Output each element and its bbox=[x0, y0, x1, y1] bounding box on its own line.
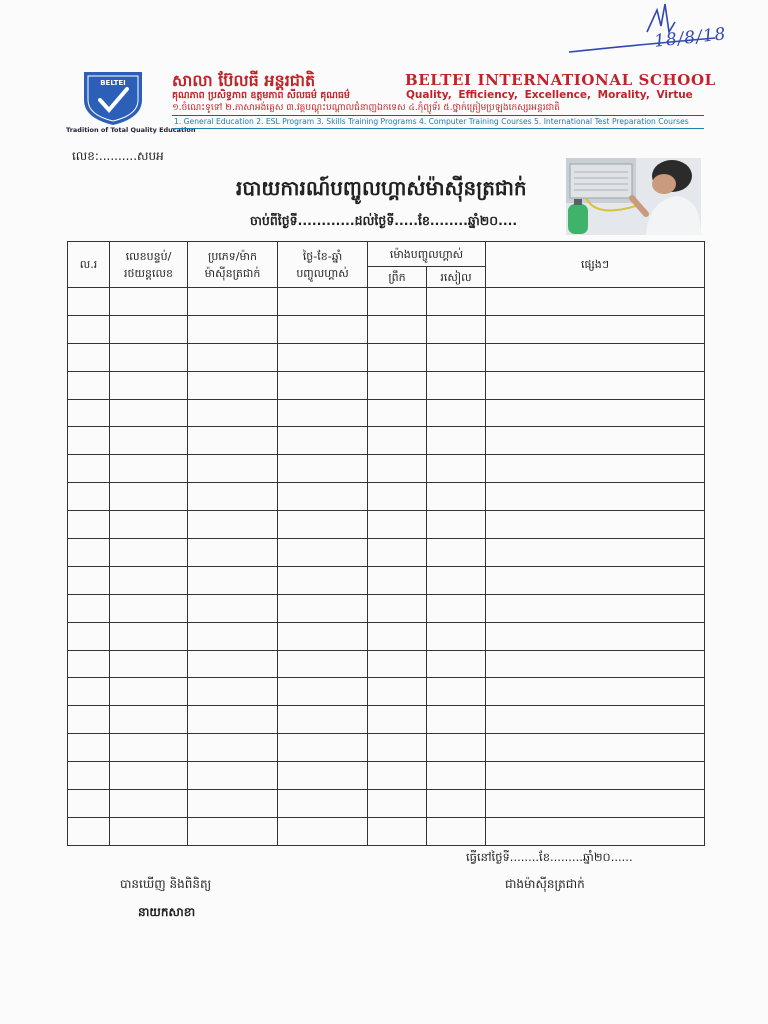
table-cell[interactable] bbox=[110, 455, 188, 483]
table-cell[interactable] bbox=[68, 706, 110, 734]
table-cell[interactable] bbox=[68, 734, 110, 762]
table-cell[interactable] bbox=[188, 483, 278, 511]
table-cell[interactable] bbox=[486, 566, 705, 594]
table-cell[interactable] bbox=[188, 678, 278, 706]
logo-caption: Tradition of Total Quality Education bbox=[66, 126, 196, 134]
table-cell[interactable] bbox=[368, 734, 427, 762]
table-cell[interactable] bbox=[427, 790, 486, 818]
table-cell[interactable] bbox=[278, 511, 368, 539]
technician-photo bbox=[566, 158, 701, 235]
table-cell[interactable] bbox=[427, 399, 486, 427]
table-cell[interactable] bbox=[368, 371, 427, 399]
header-other: ផ្សេងៗ bbox=[486, 242, 705, 288]
table-cell[interactable] bbox=[486, 539, 705, 567]
header-type-line1: ប្រភេទ/ម៉ាក bbox=[208, 249, 257, 263]
table-cell[interactable] bbox=[368, 817, 427, 845]
table-cell[interactable] bbox=[110, 483, 188, 511]
table-row bbox=[68, 706, 705, 734]
table-row bbox=[68, 650, 705, 678]
programs-english: 1. General Education 2. ESL Program 3. Skills Training Programs 4. Computer Training Courses 5. International Test Preparation Courses bbox=[174, 117, 689, 126]
table-cell[interactable] bbox=[188, 622, 278, 650]
table-cell[interactable] bbox=[486, 594, 705, 622]
table-cell[interactable] bbox=[368, 566, 427, 594]
table-cell[interactable] bbox=[188, 539, 278, 567]
report-period: ចាប់ពីថ្ងៃទី............ដល់ថ្ងៃទី.....ខែ........ឆ្នាំ២០.... bbox=[250, 213, 518, 228]
table-cell[interactable] bbox=[486, 762, 705, 790]
header-date-line1: ថ្ងៃ-ខែ-ឆ្នាំ bbox=[302, 249, 343, 263]
table-row bbox=[68, 678, 705, 706]
table-cell[interactable] bbox=[188, 511, 278, 539]
values-khmer: គុណភាព ប្រសិទ្ធភាព ឧត្តមភាព សីលធម៌ គុណធម៌ bbox=[172, 90, 350, 101]
table-row bbox=[68, 483, 705, 511]
table-row bbox=[68, 790, 705, 818]
table-cell[interactable] bbox=[278, 622, 368, 650]
table-row bbox=[68, 427, 705, 455]
table-cell[interactable] bbox=[486, 343, 705, 371]
table-cell[interactable] bbox=[110, 343, 188, 371]
table-cell[interactable] bbox=[278, 817, 368, 845]
table-cell[interactable] bbox=[110, 706, 188, 734]
table-cell[interactable] bbox=[278, 650, 368, 678]
table-cell[interactable] bbox=[110, 315, 188, 343]
table-cell[interactable] bbox=[278, 288, 368, 316]
header-divider-blue bbox=[172, 128, 704, 129]
table-cell[interactable] bbox=[110, 790, 188, 818]
table-cell[interactable] bbox=[278, 790, 368, 818]
table-cell[interactable] bbox=[278, 566, 368, 594]
table-cell[interactable] bbox=[427, 455, 486, 483]
table-row bbox=[68, 511, 705, 539]
table-cell[interactable] bbox=[110, 594, 188, 622]
school-logo bbox=[80, 70, 146, 126]
table-row bbox=[68, 622, 705, 650]
table-cell[interactable] bbox=[486, 511, 705, 539]
table-cell[interactable] bbox=[68, 650, 110, 678]
table-cell[interactable] bbox=[278, 455, 368, 483]
table-cell[interactable] bbox=[68, 790, 110, 818]
school-name-english: BELTEI INTERNATIONAL SCHOOL bbox=[405, 71, 716, 89]
table-cell[interactable] bbox=[68, 511, 110, 539]
table-cell[interactable] bbox=[427, 315, 486, 343]
table-row bbox=[68, 399, 705, 427]
header-type-brand bbox=[188, 242, 278, 288]
table-cell[interactable] bbox=[68, 343, 110, 371]
handwritten-date: 18/8/18 bbox=[653, 24, 728, 52]
table-cell[interactable] bbox=[368, 511, 427, 539]
table-cell[interactable] bbox=[486, 650, 705, 678]
table-cell[interactable] bbox=[486, 371, 705, 399]
table-row bbox=[68, 594, 705, 622]
table-cell[interactable] bbox=[427, 288, 486, 316]
table-cell[interactable] bbox=[486, 399, 705, 427]
table-row bbox=[68, 343, 705, 371]
header-room-line2: រថយន្តលេខ bbox=[124, 266, 173, 280]
table-cell[interactable] bbox=[427, 427, 486, 455]
values-english: Quality, Efficiency, Excellence, Morality, Virtue bbox=[406, 89, 693, 101]
table-cell[interactable] bbox=[427, 539, 486, 567]
table-cell[interactable] bbox=[368, 706, 427, 734]
document-number: លេខ:..........សបអ bbox=[72, 149, 164, 163]
table-cell[interactable] bbox=[486, 706, 705, 734]
table-cell[interactable] bbox=[368, 399, 427, 427]
table-cell[interactable] bbox=[68, 371, 110, 399]
table-cell[interactable] bbox=[486, 483, 705, 511]
table-row bbox=[68, 371, 705, 399]
table-cell[interactable] bbox=[368, 594, 427, 622]
header-refill-date bbox=[278, 242, 368, 288]
table-cell[interactable] bbox=[427, 622, 486, 650]
table-cell[interactable] bbox=[110, 762, 188, 790]
table-cell[interactable] bbox=[278, 706, 368, 734]
table-cell[interactable] bbox=[427, 594, 486, 622]
table-row bbox=[68, 288, 705, 316]
table-row bbox=[68, 455, 705, 483]
table-cell[interactable] bbox=[278, 315, 368, 343]
table-cell[interactable] bbox=[110, 371, 188, 399]
table-cell[interactable] bbox=[68, 315, 110, 343]
table-cell[interactable] bbox=[486, 288, 705, 316]
table-cell[interactable] bbox=[188, 734, 278, 762]
table-cell[interactable] bbox=[427, 511, 486, 539]
header-afternoon: រសៀល bbox=[427, 267, 486, 288]
table-row bbox=[68, 762, 705, 790]
table-cell[interactable] bbox=[110, 539, 188, 567]
table-cell[interactable] bbox=[68, 539, 110, 567]
table-cell[interactable] bbox=[278, 399, 368, 427]
table-cell[interactable] bbox=[368, 650, 427, 678]
table-cell[interactable] bbox=[368, 790, 427, 818]
table-cell[interactable] bbox=[68, 399, 110, 427]
logo-text: BELTEI bbox=[100, 79, 126, 87]
table-cell[interactable] bbox=[427, 734, 486, 762]
table-cell[interactable] bbox=[486, 427, 705, 455]
table-cell[interactable] bbox=[188, 288, 278, 316]
header-type-line2: ម៉ាស៊ីនត្រជាក់ bbox=[204, 266, 261, 280]
table-cell[interactable] bbox=[110, 566, 188, 594]
table-cell[interactable] bbox=[427, 678, 486, 706]
table-cell[interactable] bbox=[368, 427, 427, 455]
table-cell[interactable] bbox=[68, 594, 110, 622]
table-cell[interactable] bbox=[368, 539, 427, 567]
table-cell[interactable] bbox=[427, 343, 486, 371]
table-cell[interactable] bbox=[188, 594, 278, 622]
table-cell[interactable] bbox=[110, 678, 188, 706]
table-cell[interactable] bbox=[486, 678, 705, 706]
table-cell[interactable] bbox=[368, 762, 427, 790]
table-cell[interactable] bbox=[427, 371, 486, 399]
table-cell[interactable] bbox=[278, 594, 368, 622]
header-room-vehicle bbox=[110, 242, 188, 288]
table-cell[interactable] bbox=[368, 678, 427, 706]
school-name-khmer: សាលា ប៊ែលធី អន្តរជាតិ bbox=[172, 71, 316, 90]
table-cell[interactable] bbox=[188, 427, 278, 455]
table-cell[interactable] bbox=[486, 315, 705, 343]
table-cell[interactable] bbox=[68, 427, 110, 455]
table-cell[interactable] bbox=[486, 790, 705, 818]
table-cell[interactable] bbox=[110, 288, 188, 316]
table-cell[interactable] bbox=[278, 427, 368, 455]
table-cell[interactable] bbox=[486, 817, 705, 845]
table-cell[interactable] bbox=[110, 511, 188, 539]
table-cell[interactable] bbox=[188, 817, 278, 845]
table-cell[interactable] bbox=[188, 650, 278, 678]
table-cell[interactable] bbox=[368, 622, 427, 650]
header-morning: ព្រឹក bbox=[368, 267, 427, 288]
table-cell[interactable] bbox=[68, 455, 110, 483]
table-cell[interactable] bbox=[68, 762, 110, 790]
branch-director-label: នាយកសាខា bbox=[138, 905, 196, 919]
technician-signature-label: ជាងម៉ាស៊ីនត្រជាក់ bbox=[505, 877, 585, 891]
header-refill-time: ម៉ោងបញ្ចូលហ្គាស់ bbox=[368, 242, 486, 267]
table-cell[interactable] bbox=[110, 817, 188, 845]
table-cell[interactable] bbox=[110, 622, 188, 650]
table-row bbox=[68, 734, 705, 762]
table-cell[interactable] bbox=[486, 455, 705, 483]
table-cell[interactable] bbox=[278, 371, 368, 399]
table-row bbox=[68, 315, 705, 343]
table-cell[interactable] bbox=[188, 706, 278, 734]
table-cell[interactable] bbox=[68, 817, 110, 845]
table-cell[interactable] bbox=[368, 455, 427, 483]
header-no: ល.រ bbox=[68, 242, 110, 288]
table-cell[interactable] bbox=[368, 343, 427, 371]
seen-and-checked-label: បានឃើញ និងពិនិត្យ bbox=[120, 877, 212, 891]
table-cell[interactable] bbox=[278, 343, 368, 371]
header-date-line2: បញ្ចូលហ្គាស់ bbox=[296, 266, 349, 280]
header-divider-red bbox=[172, 115, 704, 116]
table-cell[interactable] bbox=[188, 399, 278, 427]
table-cell[interactable] bbox=[427, 483, 486, 511]
table-cell[interactable] bbox=[110, 399, 188, 427]
programs-khmer: ១.ចំណេះទូទៅ ២.ភាសាអង់គ្លេស ៣.វគ្គបណ្តុះបណ្តាលជំនាញឯកទេស ៤.កុំព្យូទ័រ ៥.ថ្នាក់ត្រៀមប្រឡងកេស្សរអន្តរជាតិ bbox=[172, 103, 560, 113]
table-cell[interactable] bbox=[427, 566, 486, 594]
table-cell[interactable] bbox=[427, 650, 486, 678]
table-cell[interactable] bbox=[368, 315, 427, 343]
table-cell[interactable] bbox=[188, 455, 278, 483]
table-cell[interactable] bbox=[188, 315, 278, 343]
table-row bbox=[68, 566, 705, 594]
table-cell[interactable] bbox=[110, 650, 188, 678]
table-cell[interactable] bbox=[427, 817, 486, 845]
table-cell[interactable] bbox=[68, 678, 110, 706]
table-cell[interactable] bbox=[486, 622, 705, 650]
table-cell[interactable] bbox=[368, 483, 427, 511]
table-cell[interactable] bbox=[188, 371, 278, 399]
table-cell[interactable] bbox=[68, 288, 110, 316]
table-cell[interactable] bbox=[427, 706, 486, 734]
table-cell[interactable] bbox=[278, 762, 368, 790]
table-cell[interactable] bbox=[427, 762, 486, 790]
table-cell[interactable] bbox=[188, 566, 278, 594]
table-cell[interactable] bbox=[368, 288, 427, 316]
table-cell[interactable] bbox=[68, 483, 110, 511]
table-cell[interactable] bbox=[486, 734, 705, 762]
table-row bbox=[68, 539, 705, 567]
table-cell[interactable] bbox=[110, 427, 188, 455]
gas-refill-log-table bbox=[67, 241, 705, 846]
table-cell[interactable] bbox=[68, 566, 110, 594]
table-cell[interactable] bbox=[110, 734, 188, 762]
issued-date-line: ធ្វើនៅថ្ងៃទី........ខែ.........ឆ្នាំ២០...... bbox=[466, 850, 633, 864]
table-cell[interactable] bbox=[278, 539, 368, 567]
table-cell[interactable] bbox=[188, 343, 278, 371]
table-cell[interactable] bbox=[188, 762, 278, 790]
table-cell[interactable] bbox=[278, 483, 368, 511]
table-cell[interactable] bbox=[278, 678, 368, 706]
table-row bbox=[68, 817, 705, 845]
report-title: របាយការណ៍បញ្ចូលហ្គាស់ម៉ាស៊ីនត្រជាក់ bbox=[236, 176, 527, 200]
header-room-line1: លេខបន្ទប់/ bbox=[125, 249, 172, 263]
table-cell[interactable] bbox=[278, 734, 368, 762]
table-cell[interactable] bbox=[188, 790, 278, 818]
table-cell[interactable] bbox=[68, 622, 110, 650]
